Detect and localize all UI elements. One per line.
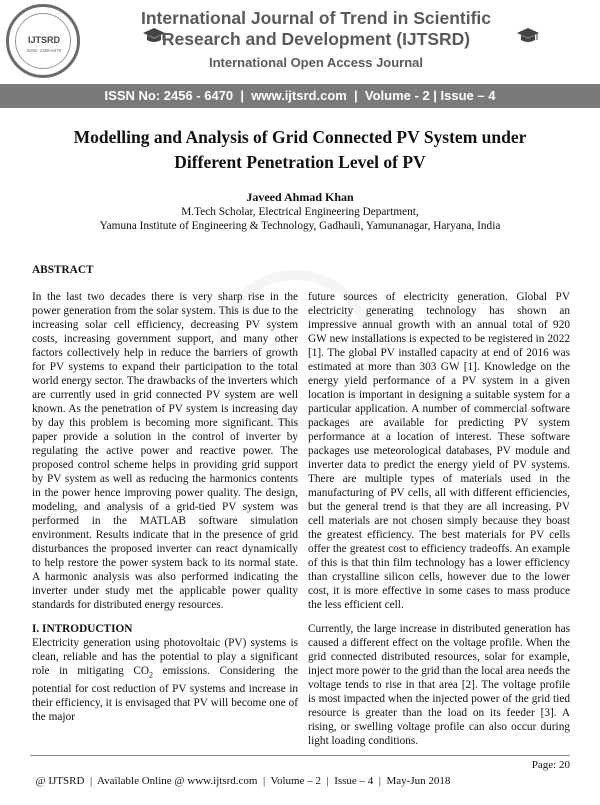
journal-header (0, 0, 600, 88)
abstract-heading: ABSTRACT (32, 264, 94, 276)
affiliation-line1: M.Tech Scholar, Electrical Engineering Department, (181, 206, 419, 218)
paper-title-line1: Modelling and Analysis of Grid Connected PV System under (73, 127, 527, 147)
affiliation-line2: Yamuna Institute of Engineering & Technology, Gadhauli, Yamunanagar, Haryana, India (99, 220, 501, 232)
open-access-label: International Open Access Journal (208, 55, 424, 70)
right-paragraph-1: future sources of electricity generation. Global PV electricity generating technology has shown an impressive annual growth with an annual total of 920 GW new installations is expected to be registered in 2022 [1]. The global PV installed capacity at end of 2016 was estimated at more than 303 GW [1]. Knowledge on the energy yield performance of a PV system in a given location is important in designing a suitable system for a particular application. A number of commercial software packages are available for predicting PV system performance at a location of interest. These software packages use meteorological databases, PV module and inverter data to predict the energy yield of PV systems. There are multiple types of materials used in the manufacturing of PV cells, all with different efficiencies, but the general trend is that they are all increasing. PV cell materials are not chosen simply because they boast the greatest efficiency. The best materials for PV cells offer the greatest cost to efficiency tradeoffs. An example of this is that thin film technology has a lower efficiency than crystalline silicon cells, however due to the lower cost, it is more effective in some cases to mass produce the less efficient cell. (308, 291, 570, 611)
introduction-heading: I. INTRODUCTION (32, 623, 133, 635)
paper-title (40, 125, 560, 175)
paper-title-line2: Different Penetration Level of PV (174, 152, 426, 172)
right-column (308, 290, 570, 748)
author-affiliation (40, 205, 560, 233)
logo-issn: ISSN: 2456-6470 (26, 48, 62, 53)
introduction-text: Electricity generation using photovoltaic (PV) systems is clean, reliable and has the potential to play a significant role in mitigating $CO_2$ emissions. Considering the potential for cost reduction of PV systems and increase in their efficiency, it is envisaged that PV will become one of the major (32, 637, 298, 724)
logo-ring (15, 13, 71, 69)
author-name: Javeed Ahmad Khan (246, 190, 354, 204)
footer-text: @ IJTSRD | Available Online @ www.ijtsrd.com | Volume – 2 | Issue – 4 | May-Jun 2018 (35, 775, 451, 787)
journal-title (96, 8, 536, 50)
page-footer (30, 757, 570, 805)
abstract-text: In the last two decades there is very sharp rise in the power generation from the solar system. This is due to the increasing solar cell efficiency, decreasing PV system costs, increasing government support, and many other factors collectively help in reduce the barriers of growth for PV systems to expand their participation to the total world energy sector. The drawbacks of the inverters which are currently used in grid connected PV system are well known. As the penetration of PV system is increasing day by day this problem is becoming more significant. This paper provide a solution in the control of inverter by regulating the active power and reactive power. The proposed control scheme helps in providing grid support by PV system as well as reducing the harmonics contents in the power hence improving power quality. The design, modeling, and analysis of a grid-tied PV system was performed in the MATLAB software simulation environment. Results indicate that in the presence of grid disturbances the proposed inverter can react dynamically to help restore the power system back to its normal state. A harmonic analysis was also performed indicating the inverter under study met the applicable power quality standards for distributed energy resources. (32, 291, 298, 611)
issn-bar (0, 84, 600, 108)
issn-text: ISSN No: 2456 - 6470 | www.ijtsrd.com | Volume - 2 | Issue – 4 (104, 88, 496, 103)
journal-logo (6, 4, 80, 78)
page-number: Page: 20 (531, 759, 570, 771)
journal-title-line2: Research and Development (IJTSRD) (161, 29, 471, 49)
journal-title-line1: International Journal of Trend in Scientific (140, 8, 492, 28)
logo-text: IJTSRD (27, 35, 60, 45)
left-column (32, 290, 298, 724)
footer-rule (30, 755, 570, 756)
right-paragraph-2: Currently, the large increase in distributed generation has caused a different effect on the voltage profile. When the grid connected distributed resources, solar for example, inject more power to the grid than the local area needs the voltage tends to rise in that area [2]. The voltage profile is most impacted when the injected power of the grid tied resource is greater than the load on its feeder [3]. A rising, or swelling voltage profile can also occur during light loading conditions. (308, 623, 570, 747)
